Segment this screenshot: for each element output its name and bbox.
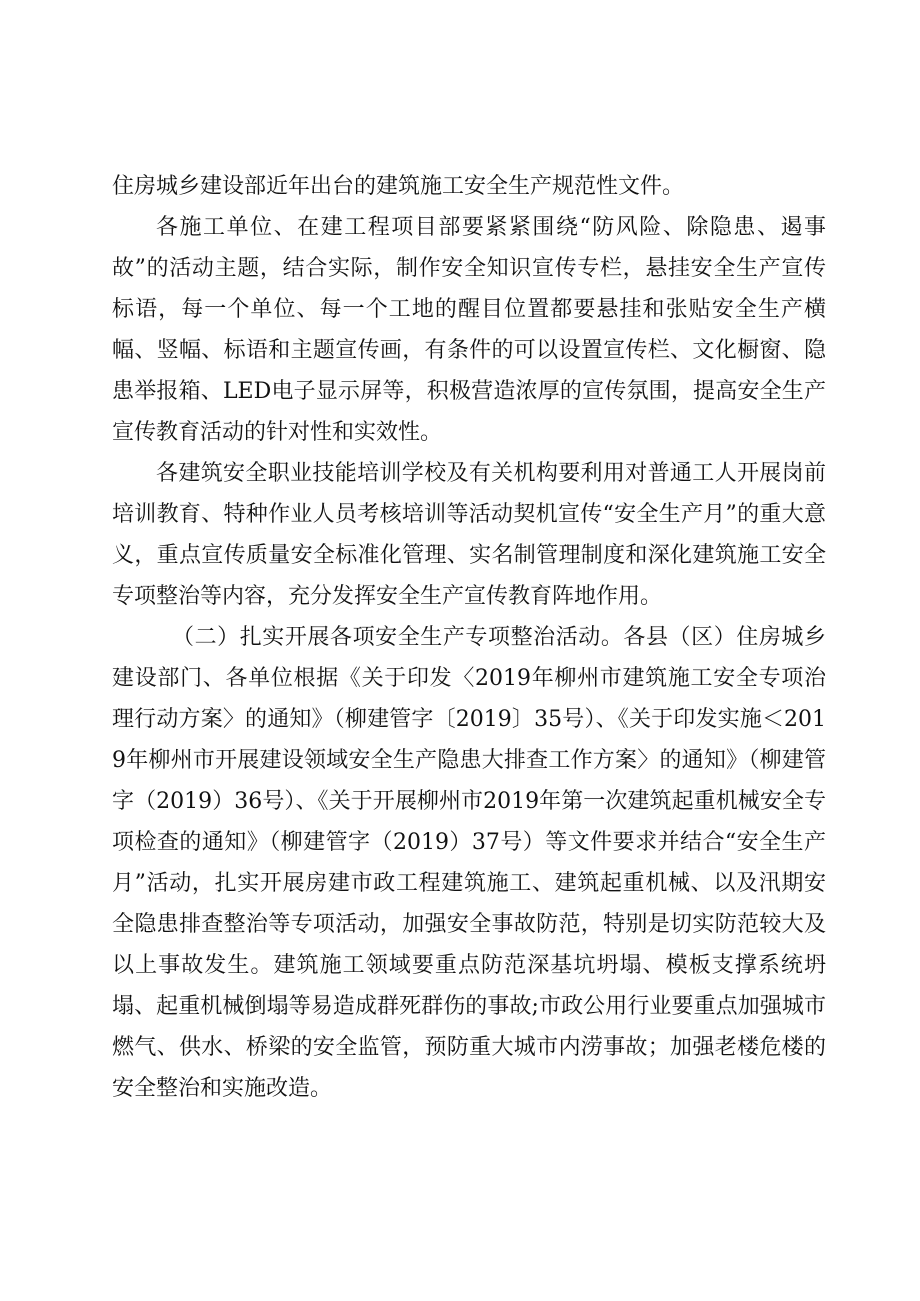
paragraph-continuation: 住房城乡建设部近年出台的建筑施工安全生产规范性文件。 — [112, 174, 685, 199]
paragraph-publicity-activities: 各施工单位、在建工程项目部要紧紧围绕“防风险、除隐患、遏事故”的活动主题，结合实际，制作安全知识宣传专栏，悬挂安全生产宣传标语，每一个单位、每一个工地的醒目位置都要悬挂和张贴安全生产横幅、竖幅、标语和主题宣传画，有条件的可以设置宣传栏、文化橱窗、隐患举报箱、LED电子显示屏等，积极营造浓厚的宣传氛围，提高安全生产宣传教育活动的针对性和实效性。 — [112, 215, 826, 445]
document-body — [112, 166, 826, 1109]
paragraph-training-institutions: 各建筑安全职业技能培训学校及有关机构要利用对普通工人开展岗前培训教育、特种作业人员考核培训等活动契机宣传“安全生产月”的重大意义，重点宣传质量安全标准化管理、实名制管理制度和深化建筑施工安全专项整治等内容，充分发挥安全生产宣传教育阵地作用。 — [112, 461, 826, 609]
paragraph-special-rectification: （二）扎实开展各项安全生产专项整治活动。各县（区）住房城乡建设部门、各单位根据《关于印发〈2019年柳州市建筑施工安全专项治理行动方案〉的通知》（柳建管字〔2019〕35号）、《关于印发实施＜2019年柳州市开展建设领域安全生产隐患大排查工作方案〉的通知》（柳建管字（2019）36号）、《关于开展柳州市2019年第一次建筑起重机械安全专项检查的通知》（柳建管字（2019）37号）等文件要求并结合“安全生产月”活动，扎实开展房建市政工程建筑施工、建筑起重机械、以及汛期安全隐患排查整治等专项活动，加强安全事故防范，特别是切实防范较大及以上事故发生。建筑施工领域要重点防范深基坑坍塌、模板支撑系统坍塌、起重机械倒塌等易造成群死群伤的事故;市政公用行业要重点加强城市燃气、供水、桥梁的安全监管，预防重大城市内涝事故；加强老楼危楼的安全整治和实施改造。 — [112, 625, 826, 1101]
